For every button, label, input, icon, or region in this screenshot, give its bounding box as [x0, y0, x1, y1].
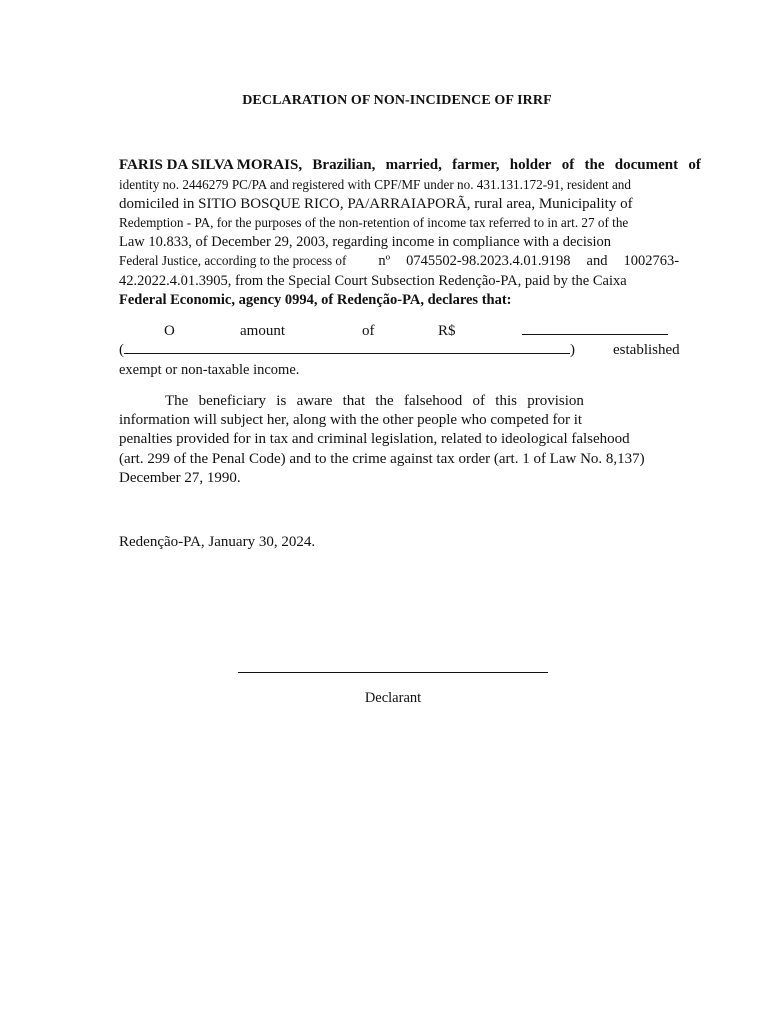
- declarant-name: FARIS DA SILVA MORAIS,: [119, 157, 303, 173]
- signature-line: [238, 672, 548, 673]
- p3-line-1: [165, 392, 584, 410]
- amount-in-words-blank: [124, 341, 570, 354]
- p1-line-3: domiciled in SITIO BOSQUE RICO, PA/ARRAIAPORÃ, rural area, Municipality of: [119, 196, 633, 212]
- p3-word: that: [342, 393, 366, 409]
- p1-line-4: Redemption - PA, for the purposes of the non-retention of income tax referred to in art. 27 of the: [119, 215, 629, 230]
- p1-line-5: Law 10.833, of December 29, 2003, regarding income in compliance with a decision: [119, 234, 612, 250]
- p2-word: of: [362, 323, 375, 339]
- open-paren: (: [119, 342, 124, 358]
- p3-word: The: [165, 393, 189, 409]
- p1-word: farmer,: [452, 157, 500, 173]
- place-and-date: Redenção-PA, January 30, 2024.: [119, 534, 316, 550]
- p3-line-4: (art. 299 of the Penal Code) and to the crime against tax order (art. 1 of Law No. 8,137): [119, 451, 645, 467]
- p3-word: aware: [296, 393, 333, 409]
- close-paren: ): [570, 342, 575, 358]
- p3-word: this: [495, 393, 517, 409]
- p3-line-5: December 27, 1990.: [119, 470, 241, 486]
- p3-word: is: [276, 393, 287, 409]
- p3-word: falsehood: [403, 393, 463, 409]
- p1-word: document: [614, 157, 679, 173]
- p3-word: of: [472, 393, 486, 409]
- p2-word: amount: [240, 323, 285, 339]
- p1-word: married,: [385, 157, 442, 173]
- p3-word: beneficiary: [198, 393, 267, 409]
- p1-word: the: [584, 157, 605, 173]
- currency-symbol: R$: [438, 323, 456, 339]
- amount-blank: [522, 322, 668, 335]
- p1-line-8: Federal Economic, agency 0994, of Redenção-PA, declares that:: [119, 292, 512, 308]
- process-number-1: 0745502-98.2023.4.01.9198: [406, 253, 571, 269]
- p1-line-7: 42.2022.4.01.3905, from the Special Court Subsection Redenção-PA, paid by the Caixa: [119, 273, 627, 289]
- p1-line-1: [119, 156, 701, 174]
- established-word: established: [613, 342, 680, 358]
- p1-line-6-part: nº: [378, 253, 391, 269]
- process-number-2-start: 1002763-: [623, 253, 680, 269]
- p2-word: O: [164, 323, 175, 339]
- p1-line-6: [119, 252, 679, 270]
- signature-label: Declarant: [364, 690, 422, 706]
- p3-word: provision: [527, 393, 584, 409]
- p1-word: Brazilian,: [312, 157, 376, 173]
- document-title: DECLARATION OF NON-INCIDENCE OF IRRF: [242, 93, 552, 108]
- p3-line-3: penalties provided for in tax and criminal legislation, related to ideological falsehood: [119, 431, 630, 447]
- p1-word: of: [688, 157, 701, 173]
- p2-line-3: exempt or non-taxable income.: [119, 362, 300, 378]
- p3-line-2: information will subject her, along with the other people who competed for it: [119, 412, 583, 428]
- p1-word: holder: [509, 157, 552, 173]
- p1-line-6-part: and: [586, 253, 608, 269]
- p1-line-2: identity no. 2446279 PC/PA and registered with CPF/MF under no. 431.131.172-91, resident and: [119, 177, 631, 192]
- p1-word: of: [561, 157, 575, 173]
- p2-line-2: [119, 341, 680, 359]
- p1-line-6-part: Federal Justice, according to the process of: [119, 253, 347, 268]
- p3-word: the: [375, 393, 394, 409]
